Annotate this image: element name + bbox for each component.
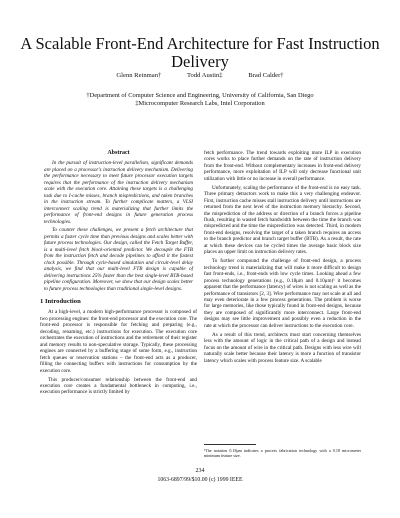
page-number: 234 [195,468,205,474]
body-paragraph: To further compound the challenge of front-end design, a process technology trend is materializing that will make it more difficult to design fast front-ends, i.e., front-ends with low cycle times. Looking ahead a few process technology generations (e.g., 0.18μm and 0.10μm)¹ it becomes apparent that the performance (latency) of wires is not scaling as well as the performance of transistors [2, 3]. Wire performance may not scale at all and may even deteriorate in a few process generations. The problem is worse for large memories, like those typically found in front-end designs, because they are composed of significantly more interconnect. Large front-end designs may see little improvement and possibly even a reduction in the rate at which the processor can deliver instructions to the execution core. [204,258,361,329]
affiliation-line: ‡Microcomputer Research Labs, Intel Corporation [135,100,265,108]
footnote: ¹The notation 0.18μm indicates a process fabrication technology with a 0.18 micrometer minimum feature size. [204,448,361,458]
body-paragraph: This producer/consumer relationship between the front-end and execution core creates a fundamental bottleneck in computing, i.e., execution performance is strictly limited by [40,376,197,396]
paper-title: A Scalable Front-End Architecture for Fast Instruction Delivery [20,34,380,71]
body-paragraph: As a result of this trend, architects must start concerning themselves less with the amount of logic in the critical path of a design and instead focus on the amount of wire in the critical path. Designs with less wire will naturally scale better because their latency is more a function of transistor latency which scales with process feature size. A scalable [204,331,361,364]
affiliations [0,92,400,109]
right-column [204,150,361,367]
left-column [40,150,197,398]
affiliation-line: †Department of Computer Science and Engineering, University of California, San Diego [86,92,314,99]
abstract-paragraph: To counter these challenges, we present a fetch architecture that permits a faster cycle time than previous designs and scales better with future process technologies. Our design, called the Fetch Target Buffer, is a multi-level fetch block-oriented predictor. We decouple the FTB from the instruction fetch and decode pipelines to afford it the fastest clock possible. Through cycle-based simulation and circuit-level delay analysis, we find that our multi-level FTB design is capable of delivering instructions 25% faster than the best single-level BTB-based pipeline configuration. Moreover, we show that our design scales better to future process technologies than traditional single-level designs. [44,227,193,292]
author-list [0,72,400,80]
body-paragraph: At a high-level, a modern high-performance processor is composed of two processing engines: the front-end processor and the execution core. The front-end processor is responsible for fetching and preparing (e.g., decoding, renaming, etc.) instructions for execution. The execution core orchestrates the execution of instructions and the retirement of their register and memory results to non-speculative storage. Typically, these processing engines are connected by a buffering stage of some form, e.g., instruction fetch queues or reservation stations – the front-end acts as a producer, filling the connecting buffers with instructions for consumption by the execution core. [40,309,197,374]
footnote-divider [204,444,256,445]
abstract-body [40,160,197,292]
section-heading: 1 Introduction [40,298,81,306]
author-name: Brad Calder† [248,72,284,79]
copyright-line: 1063-6897/99/$10.00 (c) 1999 IEEE [157,477,243,483]
author-name: Glenn Reinman† [116,72,162,79]
body-paragraph: fetch performance. The trend towards exploiting more ILP in execution cores works to place further demands on the rate of instruction delivery from the front-end. Without complementary increases in front-end delivery performance, more exploitation of ILP will only decrease functional unit utilization with little or no increase in overall performance. [204,150,361,182]
author-name: Todd Austin‡ [186,72,223,79]
abstract-paragraph: In the pursuit of instruction-level parallelism, significant demands are placed on a processor's instruction delivery mechanism. Delivering the performance necessary to meet future processor execution targets requires that the performance of the instruction delivery mechanism scale with the execution core. Attaining these targets is a challenging task due to I-cache misses, branch mispredictions, and taken branches in the instruction stream. To further complicate matters, a VLSI interconnect scaling trend is materializing that further limits the performance of front-end designs in future generation process technologies. [44,160,193,225]
abstract-heading: Abstract [107,150,130,156]
body-paragraph: Unfortunately, scaling the performance of the front-end is no easy task. Three primary detractors work to make this a very challenging endeavor. First, instruction cache misses stall instruction delivery until instructions are returned from the next level of the instruction memory hierarchy. Second, the misprediction of the address or direction of a branch forces a pipeline flush, resulting in wasted fetch bandwidth between the time the branch was mispredicted and the time the misprediction was detected. Third, in modern front-end designs, resolving the target of a taken branch requires an access to the branch predictor and branch target buffer (BTB). As a result, the rate at which these devices can be cycled times the average basic block size places an upper limit on instruction delivery rates. [204,184,361,256]
